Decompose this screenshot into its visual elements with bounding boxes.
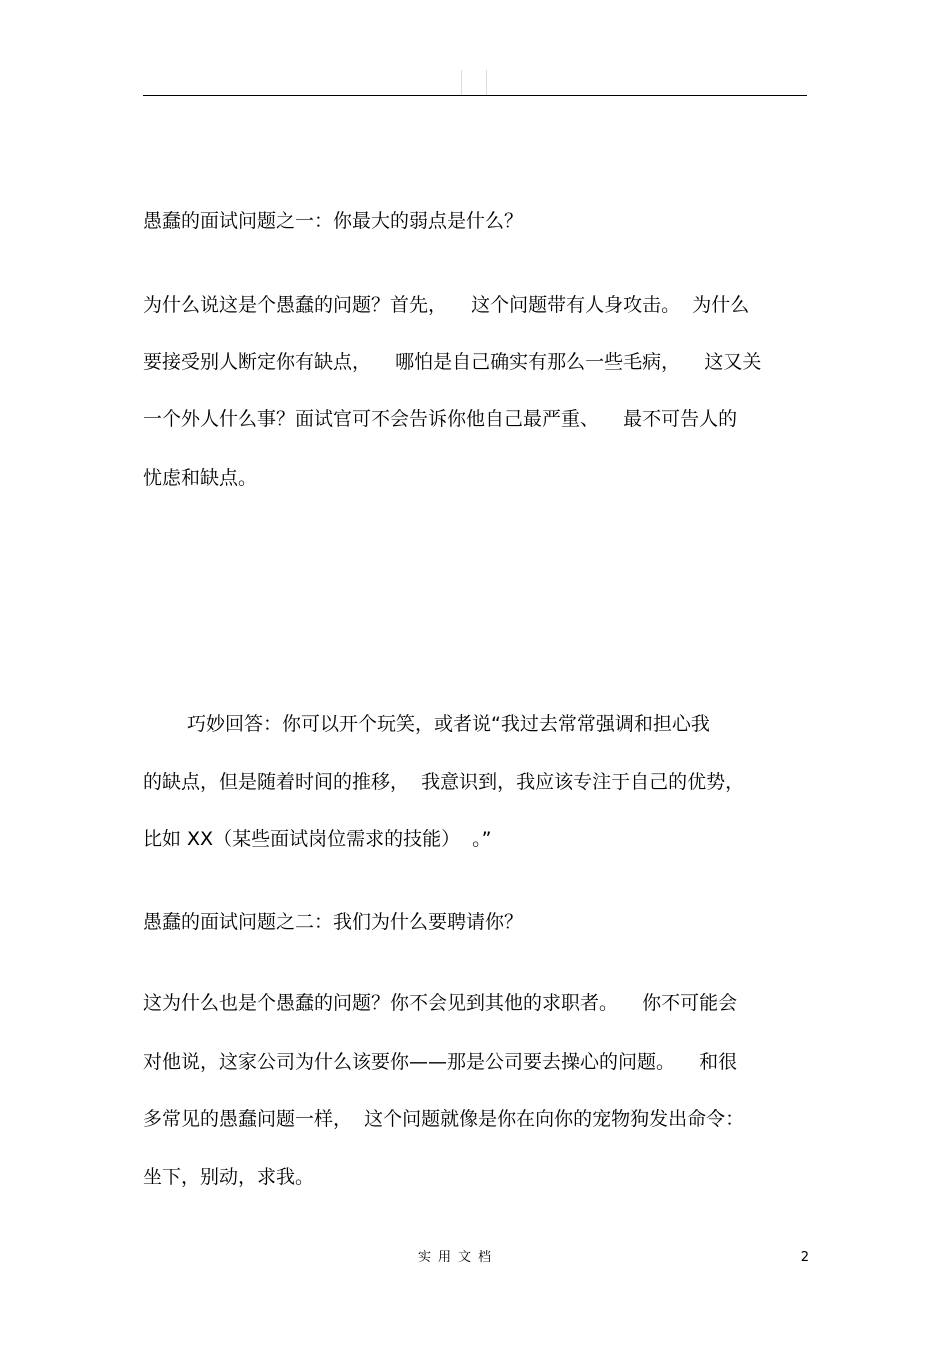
section1-body-line: 为什么说这是个愚蠢的问题？首先， 这个问题带有人身攻击。 为什么 bbox=[143, 294, 750, 316]
section1-answer-line: 巧妙回答：你可以开个玩笑，或者说“我过去常常强调和担心我 bbox=[187, 713, 710, 735]
section2-body-line: 对他说，这家公司为什么该要你——那是公司要去操心的问题。 和很 bbox=[143, 1051, 738, 1073]
header-tick-left bbox=[461, 70, 462, 95]
page-number: 2 bbox=[800, 1250, 809, 1265]
section1-heading: 愚蠢的面试问题之一：你最大的弱点是什么？ bbox=[143, 210, 524, 232]
section2-body-line: 这为什么也是个愚蠢的问题？你不会见到其他的求职者。 你不可能会 bbox=[143, 992, 738, 1014]
section2-body-line: 多常见的愚蠢问题一样， 这个问题就像是你在向你的宠物狗发出命令： bbox=[143, 1108, 745, 1130]
section2-heading: 愚蠢的面试问题之二：我们为什么要聘请你？ bbox=[143, 911, 524, 933]
section1-body-line: 要接受别人断定你有缺点， 哪怕是自己确实有那么一些毛病， 这又关 bbox=[143, 351, 762, 373]
header-tick-right bbox=[486, 70, 487, 95]
section1-body-line: 一个外人什么事？面试官可不会告诉你他自己最严重、 最不可告人的 bbox=[143, 408, 738, 430]
section1-answer-line: 的缺点，但是随着时间的推移， 我意识到，我应该专注于自己的优势， bbox=[143, 771, 745, 793]
header-rule bbox=[143, 95, 807, 96]
section1-answer-line: 比如 XX（某些面试岗位需求的技能） 。” bbox=[143, 828, 492, 850]
section1-body-line: 忧虑和缺点。 bbox=[143, 467, 258, 489]
section2-body-line: 坐下，别动，求我。 bbox=[143, 1166, 315, 1188]
footer-label: 实用文档 bbox=[418, 1250, 499, 1265]
